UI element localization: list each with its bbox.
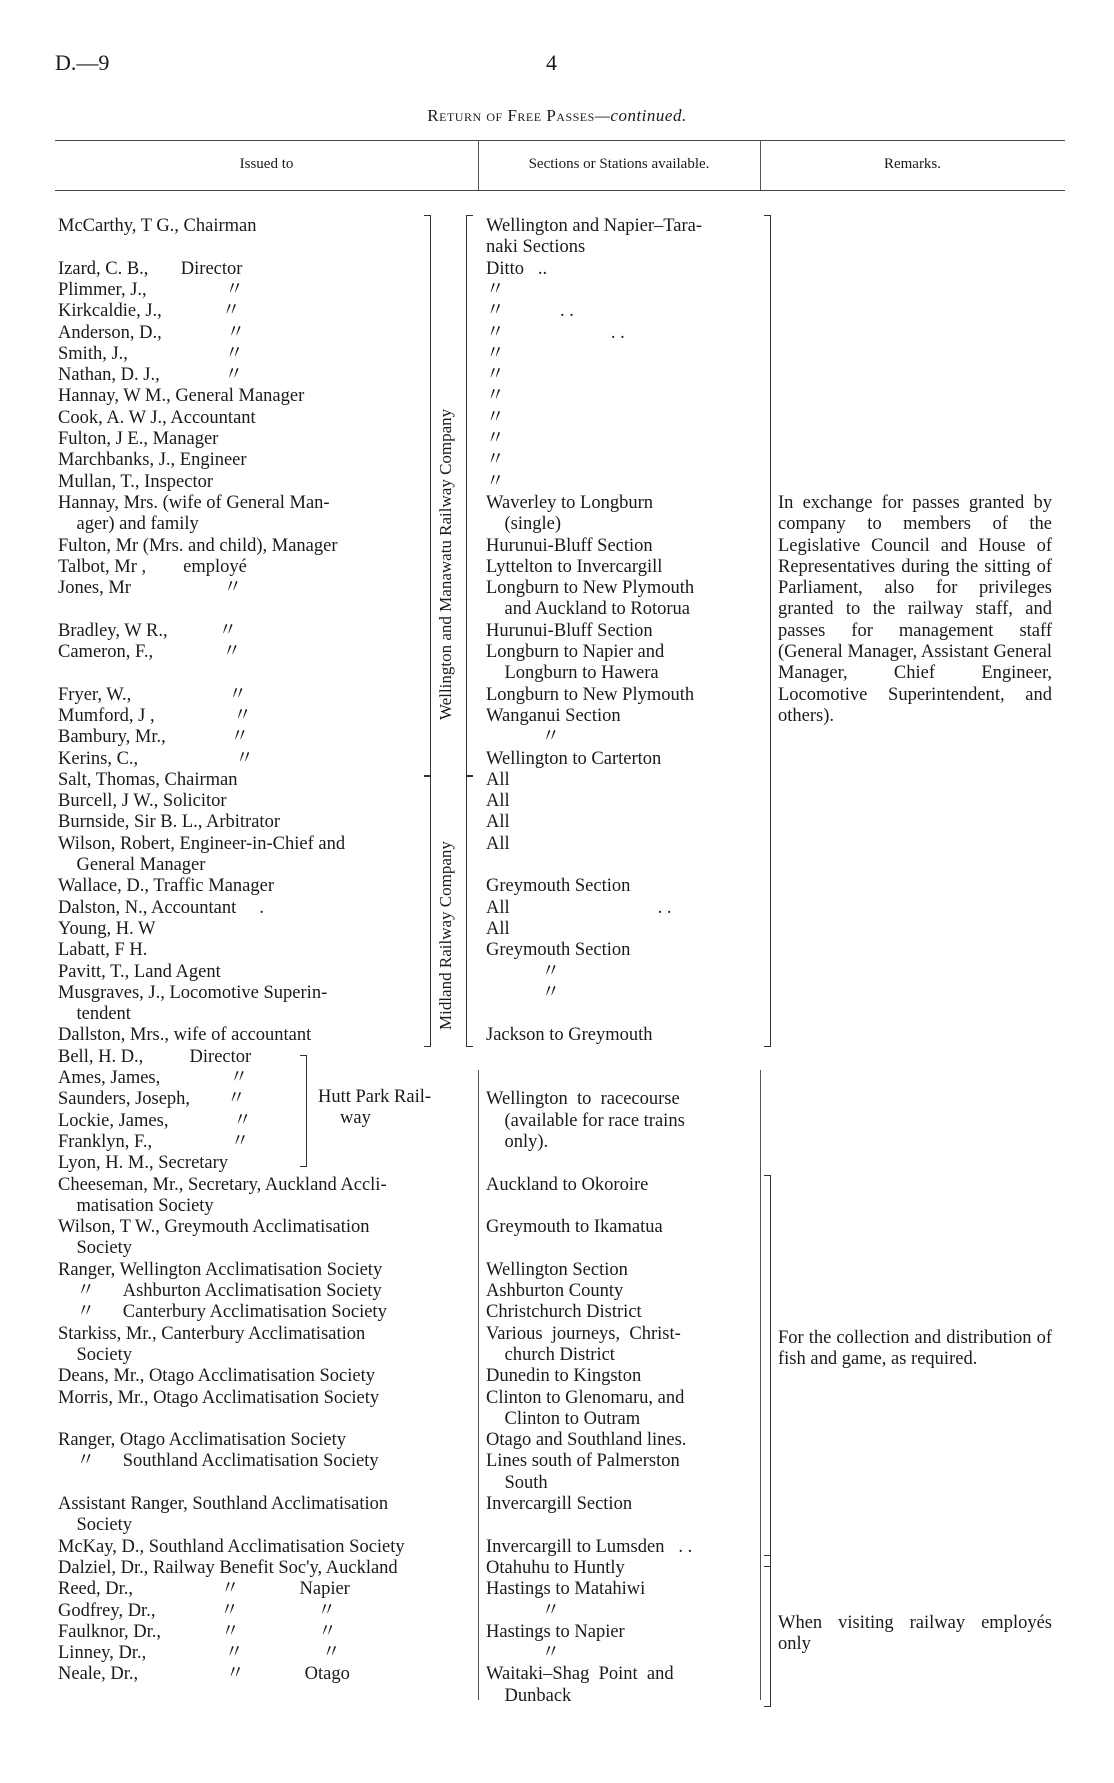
midland-right-brace: [466, 775, 473, 1047]
issued-to-cell: Linney, Dr., 〃 〃: [58, 1643, 341, 1664]
col-divider-2-body: [760, 1070, 761, 1700]
section-cell: Various journeys, Christ-: [486, 1323, 681, 1344]
col-header-sections: Sections or Stations available.: [528, 156, 710, 172]
issued-to-cell: Kirkcaldie, J., 〃: [58, 301, 241, 322]
issued-to-cell: Faulknor, Dr., 〃 〃: [58, 1621, 337, 1642]
issued-to-cell: 〃 Southland Acclimatisation Society: [58, 1451, 379, 1472]
group-label-hutt-park-2: way: [340, 1108, 371, 1128]
issued-to-cell: Mumford, J , 〃: [58, 705, 252, 726]
issued-to-cell: Starkiss, Mr., Canterbury Acclimatisation: [58, 1323, 366, 1344]
section-cell: 〃: [486, 343, 505, 364]
issued-to-cell: Anderson, D., 〃: [58, 322, 246, 343]
section-cell: Otago and Southland lines.: [486, 1430, 687, 1451]
issued-to-cell: Nathan, D. J., 〃: [58, 365, 243, 386]
section-cell: Waverley to Longburn: [486, 492, 654, 513]
hutt-brace: [300, 1055, 307, 1167]
remarks-brace-1: [764, 215, 771, 1047]
document-code: D.—9: [55, 50, 110, 75]
issued-to-cell: Plimmer, J., 〃: [58, 279, 244, 300]
section-cell: 〃: [486, 407, 505, 428]
section-cell: Ashburton County: [486, 1281, 624, 1301]
remark-railway-employes: When visiting railway employés only: [778, 1613, 1052, 1655]
issued-to-cell: Ames, James, 〃: [58, 1068, 249, 1088]
issued-to-cell: Ranger, Wellington Acclimatisation Society: [58, 1259, 383, 1280]
issued-to-cell: Smith, J., 〃: [58, 343, 244, 364]
section-cell: Wellington and Napier–Tara-: [486, 216, 703, 236]
issued-to-cell: Society: [58, 1515, 132, 1536]
issued-to-cell: Lyon, H. M., Secretary: [58, 1153, 229, 1174]
section-cell: (single): [486, 514, 562, 535]
section-cell: Ditto ..: [486, 258, 548, 279]
issued-to-cell: Morris, Mr., Otago Acclimatisation Society: [58, 1387, 380, 1408]
group-label-wellington-manawatu: Wellington and Manawatu Railway Company: [436, 408, 455, 720]
issued-to-cell: Mullan, T., Inspector: [58, 471, 213, 492]
section-cell: Waitaki–Shag Point and: [486, 1664, 674, 1685]
section-cell: Invercargill Section: [486, 1494, 633, 1514]
col-header-remarks: Remarks.: [883, 156, 942, 172]
issued-to-cell: Deans, Mr., Otago Acclimatisation Society: [58, 1366, 376, 1387]
issued-to-cell: Society: [58, 1344, 132, 1365]
section-cell: Jackson to Greymouth: [486, 1025, 653, 1046]
section-cell: Auckland to Okoroire: [486, 1174, 649, 1195]
issued-to-cell: Wallace, D., Traffic Manager: [58, 876, 274, 897]
page-title: [0, 106, 1114, 126]
issued-to-cell: Cheeseman, Mr., Secretary, Auckland Accli-: [58, 1174, 387, 1195]
issued-to-cell: Burnside, Sir B. L., Arbitrator: [58, 812, 280, 833]
issued-to-cell: Wilson, T W., Greymouth Acclimatisation: [58, 1217, 370, 1238]
section-cell: Dunedin to Kingston: [486, 1366, 642, 1387]
issued-to-cell: Kerins, C., 〃: [58, 748, 254, 769]
section-cell: Wellington to racecourse: [486, 1089, 680, 1110]
issued-to-cell: Bambury, Mr., 〃: [58, 727, 249, 748]
issued-to-cell: Cook, A. W J., Accountant: [58, 407, 256, 428]
issued-to-cell: Jones, Mr 〃: [58, 578, 242, 599]
issued-to-cell: Dalziel, Dr., Railway Benefit Soc'y, Auckland: [58, 1557, 398, 1578]
header-rule: [55, 190, 1065, 191]
section-cell: Hastings to Matahiwi: [486, 1579, 646, 1600]
section-cell: Otahuhu to Huntly: [486, 1557, 625, 1578]
section-cell: 〃: [486, 386, 505, 407]
issued-to-cell: Franklyn, F., 〃: [58, 1131, 250, 1152]
issued-to-cell: Marchbanks, J., Engineer: [58, 450, 247, 471]
section-cell: Greymouth Section: [486, 940, 631, 961]
section-cell: Greymouth Section: [486, 876, 631, 897]
section-cell: 〃 . .: [486, 322, 625, 343]
remarks-brace-3: [764, 1555, 771, 1707]
section-cell: 〃: [486, 1643, 561, 1664]
issued-to-cell: Saunders, Joseph, 〃: [58, 1089, 246, 1110]
section-cell: Hastings to Napier: [486, 1621, 625, 1642]
section-cell: 〃: [486, 365, 505, 386]
section-cell: 〃: [486, 450, 505, 471]
section-cell: All: [486, 812, 510, 833]
section-cell: Hurunui-Bluff Section: [486, 620, 653, 641]
section-cell: and Auckland to Rotorua: [486, 599, 690, 620]
issued-to-cell: Musgraves, J., Locomotive Superin-: [58, 982, 328, 1003]
issued-to-cell: Ranger, Otago Acclimatisation Society: [58, 1430, 346, 1451]
issued-to-cell: Labatt, F H.: [58, 940, 148, 961]
issued-to-cell: Lockie, James, 〃: [58, 1110, 252, 1131]
section-cell: All . .: [486, 897, 672, 918]
section-cell: 〃: [486, 727, 561, 748]
top-rule: [55, 140, 1065, 141]
issued-to-cell: Salt, Thomas, Chairman: [58, 769, 238, 790]
section-cell: Wellington to Carterton: [486, 748, 662, 769]
issued-to-cell: Young, H. W: [58, 918, 156, 939]
section-cell: All: [486, 833, 510, 854]
issued-to-cell: matisation Society: [58, 1195, 214, 1216]
section-cell: Invercargill to Lumsden . .: [486, 1536, 693, 1557]
col-header-issued-to: Issued to: [239, 156, 294, 172]
remarks-brace-2: [764, 1175, 771, 1567]
group-label-midland: Midland Railway Company: [436, 841, 455, 1030]
issued-to-cell: 〃 Ashburton Acclimatisation Society: [58, 1281, 382, 1301]
issued-to-cell: 〃 Canterbury Acclimatisation Society: [58, 1302, 387, 1323]
section-cell: 〃: [486, 1600, 561, 1621]
section-cell: only).: [486, 1131, 549, 1152]
issued-to-cell: Hannay, W M., General Manager: [58, 386, 305, 407]
section-cell: South: [486, 1472, 548, 1493]
section-cell: Greymouth to Ikamatua: [486, 1217, 663, 1238]
issued-to-cell: Godfrey, Dr., 〃 〃: [58, 1600, 336, 1621]
issued-to-cell: McKay, D., Southland Acclimatisation Society: [58, 1536, 405, 1557]
title-continued: —continued.: [594, 106, 687, 125]
issued-to-cell: General Manager: [58, 855, 206, 875]
issued-to-cell: Burcell, J W., Solicitor: [58, 791, 227, 812]
issued-to-cell: Fulton, J E., Manager: [58, 429, 219, 449]
issued-to-cell: Izard, C. B., Director: [58, 258, 243, 279]
section-cell: Wellington Section: [486, 1259, 628, 1280]
issued-to-cell: Bradley, W R., 〃: [58, 620, 237, 641]
remark-exchange-passes: In exchange for passes granted by company to members of the Legislative Council and House of Representatives during the sitting of Parliament, also for privileges granted to the railway staff, and passes for management staff (General Manager, Assistant General Manager, Chief Engineer, Locomotive Superintendent, and others).: [778, 493, 1052, 726]
issued-to-cell: Neale, Dr., 〃 Otago: [58, 1664, 350, 1685]
section-cell: Clinton to Glenomaru, and: [486, 1387, 685, 1408]
section-cell: Longburn to New Plymouth: [486, 578, 695, 599]
section-cell: naki Sections: [486, 237, 586, 258]
section-cell: 〃: [486, 982, 561, 1003]
issued-to-cell: Fulton, Mr (Mrs. and child), Manager: [58, 535, 338, 556]
section-cell: Christchurch District: [486, 1302, 642, 1323]
issued-to-cell: Talbot, Mr , employé: [58, 556, 247, 577]
issued-to-cell: Pavitt, T., Land Agent: [58, 961, 221, 982]
col-divider-1-body: [478, 1070, 479, 1700]
section-cell: Dunback: [486, 1685, 572, 1706]
issued-to-cell: Bell, H. D., Director: [58, 1046, 252, 1067]
issued-to-cell: Society: [58, 1238, 132, 1259]
issued-to-cell: Wilson, Robert, Engineer-in-Chief and: [58, 833, 346, 854]
issued-to-cell: Cameron, F., 〃: [58, 642, 241, 662]
section-cell: 〃: [486, 429, 505, 449]
section-cell: 〃: [486, 961, 561, 982]
section-cell: Hurunui-Bluff Section: [486, 535, 653, 556]
title-main: Return of Free Passes: [427, 106, 595, 125]
group-label-hutt-park-1: Hutt Park Rail-: [318, 1087, 432, 1107]
section-cell: Longburn to Napier and: [486, 642, 665, 662]
wm-left-brace: [424, 215, 431, 777]
issued-to-cell: Hannay, Mrs. (wife of General Man-: [58, 492, 330, 513]
midland-left-brace: [424, 775, 431, 1047]
issued-to-cell: Fryer, W., 〃: [58, 684, 247, 705]
wm-right-brace: [466, 215, 473, 777]
section-cell: All: [486, 918, 510, 939]
page-number: 4: [546, 50, 557, 75]
issued-to-cell: McCarthy, T G., Chairman: [58, 216, 257, 236]
issued-to-cell: Dallston, Mrs., wife of accountant: [58, 1025, 312, 1046]
section-cell: Longburn to New Plymouth: [486, 684, 695, 705]
remark-fish-game: For the collection and distribution of fish and game, as required.: [778, 1328, 1052, 1370]
section-cell: Lines south of Palmerston: [486, 1451, 680, 1472]
section-cell: (available for race trains: [486, 1110, 685, 1131]
section-cell: Lyttelton to Invercargill: [486, 556, 663, 577]
issued-to-cell: Assistant Ranger, Southland Acclimatisation: [58, 1494, 389, 1514]
issued-to-cell: tendent: [58, 1004, 131, 1025]
section-cell: Wanganui Section: [486, 705, 621, 726]
section-cell: 〃: [486, 471, 505, 492]
section-cell: 〃: [486, 279, 505, 300]
section-cell: All: [486, 791, 510, 812]
issued-to-cell: ager) and family: [58, 514, 199, 535]
issued-to-cell: Reed, Dr., 〃 Napier: [58, 1579, 350, 1600]
section-cell: 〃 . .: [486, 301, 574, 322]
section-cell: Clinton to Outram: [486, 1408, 641, 1429]
issued-to-cell: Dalston, N., Accountant .: [58, 897, 265, 918]
section-cell: Longburn to Hawera: [486, 663, 659, 684]
section-cell: All: [486, 769, 510, 790]
section-cell: church District: [486, 1344, 615, 1365]
